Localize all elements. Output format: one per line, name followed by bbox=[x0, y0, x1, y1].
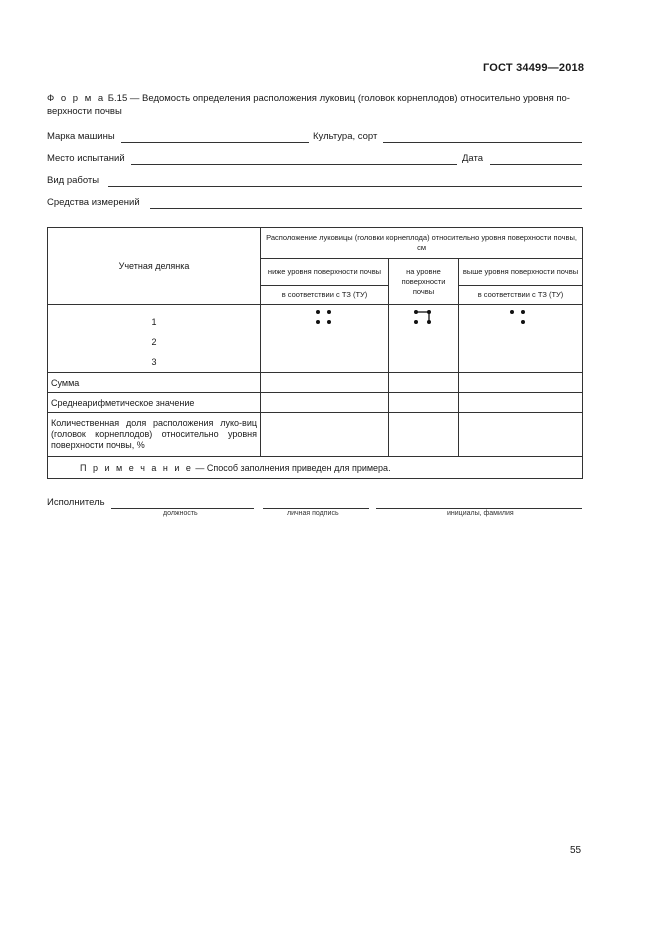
plot-number-3: 3 bbox=[151, 357, 157, 367]
name-caption: инициалы, фамилия bbox=[447, 510, 514, 517]
executor-position-field[interactable] bbox=[111, 497, 254, 509]
note-prefix: П р и м е ч а н и е bbox=[80, 462, 193, 473]
sum-at-cell[interactable] bbox=[389, 373, 459, 393]
crop-field[interactable] bbox=[383, 131, 582, 143]
place-field[interactable] bbox=[131, 153, 457, 165]
form-title-text: Б.15 — Ведомость определения расположения луковиц (головок корнеплодов) относительно уровня по-верхности почвы bbox=[47, 93, 570, 117]
mean-at-cell[interactable] bbox=[389, 393, 459, 413]
instruments-field[interactable] bbox=[150, 197, 582, 209]
plot-number-2: 2 bbox=[151, 337, 157, 347]
crop-label: Культура, сорт bbox=[313, 131, 378, 142]
form-title-prefix: Ф о р м а bbox=[47, 93, 106, 104]
place-label: Место испытаний bbox=[47, 153, 125, 164]
mean-below-cell[interactable] bbox=[261, 393, 389, 413]
measurement-table bbox=[47, 227, 583, 479]
dot-marker bbox=[521, 310, 525, 314]
at-level-header: на уровне поверхности почвы bbox=[389, 259, 459, 305]
dot-marker bbox=[327, 310, 331, 314]
plot-numbers bbox=[48, 305, 261, 373]
below-level-header: ниже уровня поверхности почвы bbox=[261, 259, 389, 286]
mean-row-label: Среднеарифметическое значение bbox=[48, 393, 261, 413]
machine-field[interactable] bbox=[121, 131, 309, 143]
plot-number-1: 1 bbox=[151, 317, 157, 327]
dot-marker bbox=[316, 320, 320, 324]
executor-name-field[interactable] bbox=[376, 497, 582, 509]
signature-caption: личная подпись bbox=[287, 510, 339, 517]
share-at-cell[interactable] bbox=[389, 413, 459, 457]
sum-above-cell[interactable] bbox=[459, 373, 583, 393]
standard-number: ГОСТ 34499—2018 bbox=[483, 62, 585, 74]
table-note bbox=[48, 457, 583, 479]
position-group-header: Расположение луковицы (головки корнеплода) относительно уровня поверхности почвы, см bbox=[261, 228, 583, 259]
page-number: 55 bbox=[570, 845, 582, 856]
machine-label: Марка машины bbox=[47, 131, 115, 142]
dot-marker bbox=[327, 320, 331, 324]
note-text: — Способ заполнения приведен для примера. bbox=[192, 462, 391, 473]
work-field[interactable] bbox=[108, 175, 582, 187]
sum-below-cell[interactable] bbox=[261, 373, 389, 393]
sum-row-label: Сумма bbox=[48, 373, 261, 393]
share-below-cell[interactable] bbox=[261, 413, 389, 457]
instruments-label: Средства измерений bbox=[47, 197, 140, 208]
dot-marker bbox=[316, 310, 320, 314]
at-data-cell[interactable] bbox=[389, 305, 459, 373]
mean-above-cell[interactable] bbox=[459, 393, 583, 413]
below-tu-header: в соответствии с ТЗ (ТУ) bbox=[261, 286, 389, 305]
below-data-cell[interactable] bbox=[261, 305, 389, 373]
work-label: Вид работы bbox=[47, 175, 100, 186]
above-level-header: выше уровня поверхности почвы bbox=[459, 259, 583, 286]
position-caption: должность bbox=[163, 510, 198, 517]
dot-marker bbox=[521, 320, 525, 324]
bracket-marker-icon bbox=[413, 309, 435, 325]
share-row-label: Количественная доля расположения луко-виц (головок корнеплодов) относительно уровня поверхности почвы, % bbox=[48, 413, 261, 457]
date-field[interactable] bbox=[490, 153, 582, 165]
executor-label: Исполнитель bbox=[47, 497, 105, 508]
date-label: Дата bbox=[462, 153, 484, 164]
share-above-cell[interactable] bbox=[459, 413, 583, 457]
above-tu-header: в соответствии с ТЗ (ТУ) bbox=[459, 286, 583, 305]
executor-signature-field[interactable] bbox=[263, 497, 369, 509]
above-data-cell[interactable] bbox=[459, 305, 583, 373]
dot-marker bbox=[510, 310, 514, 314]
form-title bbox=[47, 92, 582, 118]
plot-header: Учетная делянка bbox=[48, 228, 261, 305]
